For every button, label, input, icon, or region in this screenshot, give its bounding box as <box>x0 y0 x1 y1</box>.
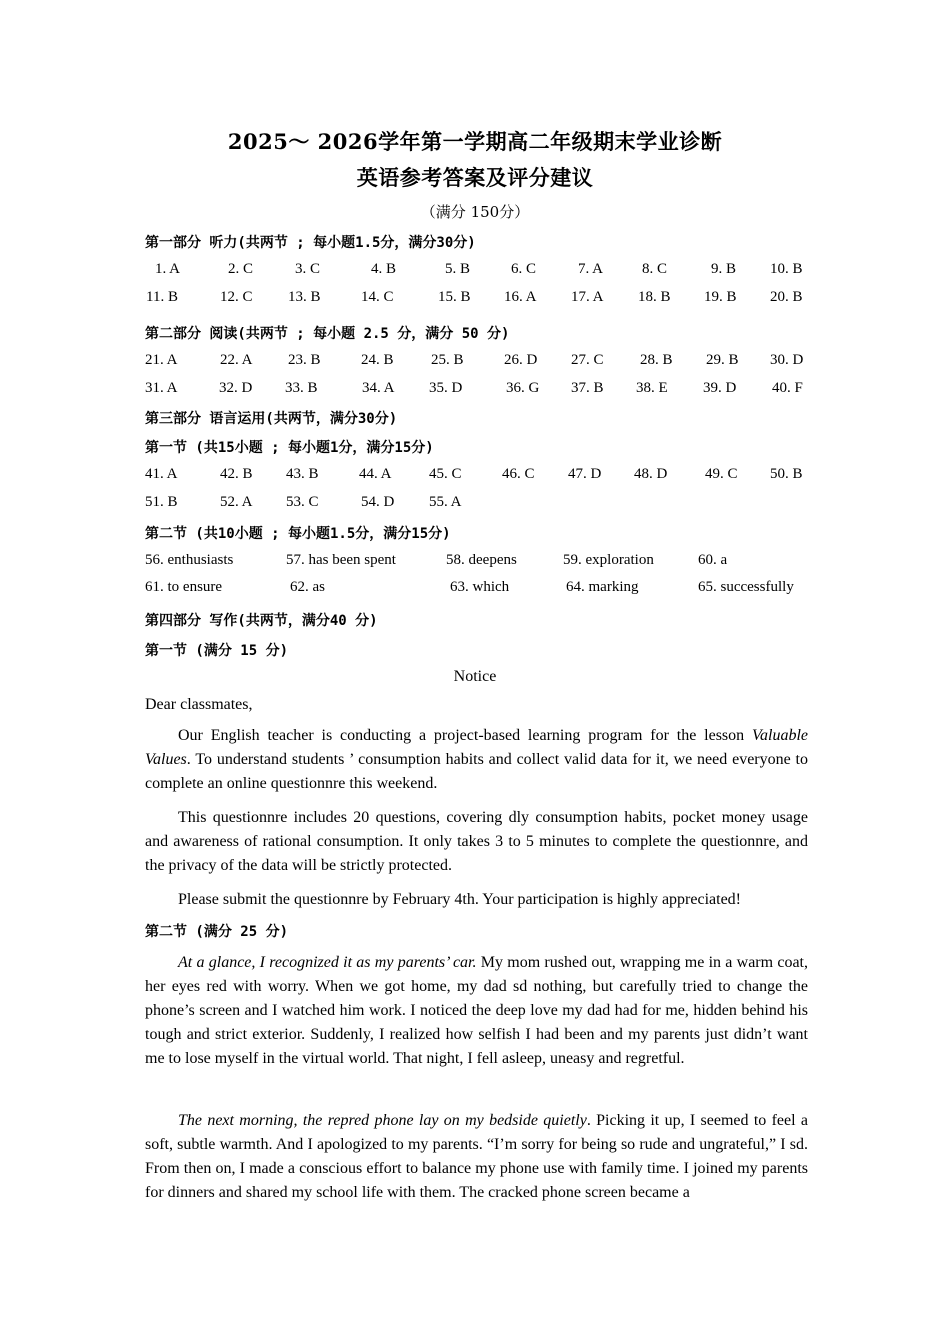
answer-item: 52. A <box>220 494 253 510</box>
document-title: 2025～ 2026学年第一学期高二年级期末学业诊断 <box>227 129 723 154</box>
answer-item: 60. a <box>698 552 728 568</box>
story-paragraph-2 <box>145 1109 808 1205</box>
answer-item: 26. D <box>504 352 538 368</box>
part3-section2-heading: 第二节 (共10小题 ; 每小题1.5分，满分15分) <box>145 526 451 542</box>
answer-item: 41. A <box>145 466 178 482</box>
part3-section1-row-1 <box>145 466 810 486</box>
answer-item: 56. enthusiasts <box>145 552 234 568</box>
full-score-note: （满分 150分） <box>420 203 530 221</box>
answer-item: 42. B <box>220 466 253 482</box>
document-subtitle: 英语参考答案及评分建议 <box>356 165 594 190</box>
part3-section2-row-1 <box>145 552 810 572</box>
notice-p1-text-cont: . To understand students ’ consumption habits and collect valid data for it, we need everyone to complete an online questionnre this weekend. <box>145 751 808 792</box>
story-p2-opening: The next morning, the repred phone lay on my bedside quietly <box>178 1112 587 1129</box>
notice-paragraph-2: This questionnre includes 20 questions, covering dly consumption habits, pocket money usage and awareness of rational consumption. It only takes 3 to 5 minutes to complete the questionnre, and the privacy of the data will be strictly protected. <box>145 809 808 874</box>
answer-item: 14. C <box>361 289 394 305</box>
notice-salutation: Dear classmates, <box>145 696 253 713</box>
answer-item: 43. B <box>286 466 319 482</box>
answer-item: 55. A <box>429 494 462 510</box>
answer-item: 17. A <box>571 289 604 305</box>
answer-item: 7. A <box>578 261 604 277</box>
part1-answer-row-2 <box>145 289 810 309</box>
part4-section1-heading: 第一节 (满分 15 分) <box>145 643 289 659</box>
answer-item: 62. as <box>290 579 325 595</box>
answer-item: 57. has been spent <box>286 552 396 568</box>
answer-item: 32. D <box>219 380 253 396</box>
part2-answer-row-2 <box>145 380 810 400</box>
answer-item: 59. exploration <box>563 552 654 568</box>
answer-item: 51. B <box>145 494 178 510</box>
story-p1-opening: At a glance, I recognized it as my parents’ car. <box>178 954 477 971</box>
answer-item: 65. successfully <box>698 579 794 595</box>
answer-item: 33. B <box>285 380 318 396</box>
part3-heading: 第三部分 语言运用(共两节，满分30分) <box>145 411 398 427</box>
answer-item: 63. which <box>450 579 510 595</box>
answer-item: 4. B <box>371 261 397 277</box>
part2-answer-row-1 <box>145 352 810 372</box>
part3-section2-row-2 <box>145 579 810 599</box>
answer-item: 9. B <box>711 261 737 277</box>
answer-item: 20. B <box>770 289 803 305</box>
answer-item: 13. B <box>288 289 321 305</box>
answer-item: 16. A <box>504 289 537 305</box>
part4-section2-heading: 第二节 (满分 25 分) <box>145 924 289 940</box>
answer-item: 25. B <box>431 352 464 368</box>
answer-item: 64. marking <box>566 579 639 595</box>
notice-title: Notice <box>453 668 497 685</box>
answer-item: 12. C <box>220 289 253 305</box>
answer-item: 11. B <box>146 289 178 305</box>
answer-item: 53. C <box>286 494 319 510</box>
answer-item: 39. D <box>703 380 737 396</box>
answer-item: 47. D <box>568 466 602 482</box>
story-p2-text: . Picking it up, I seemed to feel a soft, subtle warmth. And I apologized to my parents. “I’m sorry for being so rude and ungrateful,” I sd. From then on, I made a conscious effort to balance my phone use with family time. I joined my parents for dinners and shared my school life with them. The cracked phone screen became a <box>145 1112 809 1201</box>
answer-item: 54. D <box>361 494 395 510</box>
notice-paragraph-3: Please submit the questionnre by February 4th. Your participation is highly appreciated! <box>178 891 741 908</box>
answer-item: 58. deepens <box>446 552 517 568</box>
answer-item: 24. B <box>361 352 394 368</box>
answer-item: 15. B <box>438 289 471 305</box>
story-paragraph-1 <box>145 951 808 1071</box>
answer-item: 38. E <box>636 380 668 396</box>
answer-item: 50. B <box>770 466 803 482</box>
answer-item: 22. A <box>220 352 253 368</box>
answer-item: 36. G <box>506 380 540 396</box>
answer-item: 31. A <box>145 380 178 396</box>
part1-heading: 第一部分 听力(共两节 ; 每小题1.5分，满分30分) <box>145 235 476 251</box>
answer-item: 49. C <box>705 466 738 482</box>
part3-section1-row-2 <box>145 494 810 514</box>
answer-item: 44. A <box>359 466 392 482</box>
answer-item: 8. C <box>642 261 668 277</box>
answer-item: 19. B <box>704 289 737 305</box>
answer-item: 27. C <box>571 352 604 368</box>
answer-item: 10. B <box>770 261 803 277</box>
answer-item: 5. B <box>445 261 471 277</box>
answer-item: 21. A <box>145 352 178 368</box>
answer-item: 28. B <box>640 352 673 368</box>
notice-p1-text: Our English teacher is conducting a project-based learning program for the lesson <box>178 727 752 744</box>
answer-item: 6. C <box>511 261 537 277</box>
answer-item: 35. D <box>429 380 463 396</box>
answer-item: 37. B <box>571 380 604 396</box>
answer-item: 40. F <box>772 380 803 396</box>
answer-item: 2. C <box>228 261 254 277</box>
answer-item: 1. A <box>155 261 181 277</box>
answer-item: 34. A <box>362 380 395 396</box>
answer-item: 61. to ensure <box>145 579 223 595</box>
answer-item: 3. C <box>295 261 321 277</box>
part4-heading: 第四部分 写作(共两节，满分40 分) <box>145 613 378 629</box>
lesson-title: Valuable Values <box>145 727 808 768</box>
part3-section1-heading: 第一节 (共15小题 ; 每小题1分，满分15分) <box>145 440 434 456</box>
answer-item: 45. C <box>429 466 462 482</box>
answer-item: 18. B <box>638 289 671 305</box>
answer-item: 30. D <box>770 352 804 368</box>
answer-item: 23. B <box>288 352 321 368</box>
part1-answer-row-1 <box>145 261 810 281</box>
notice-paragraph-1 <box>145 724 808 796</box>
part2-heading: 第二部分 阅读(共两节 ; 每小题 2.5 分，满分 50 分) <box>145 326 510 342</box>
answer-item: 48. D <box>634 466 668 482</box>
story-p1-text: My mom rushed out, wrapping me in a warm coat, her eyes red with worry. When we got home, my dad sd nothing, but carefully tried to change the phone’s screen and I watched him work. I noticed the deep love my dad had for me, hidden behind his tough and strict exterior. Suddenly, I realized how selfish I had been and my parents just didn’t want me to lose myself in the virtual world. That night, I fell asleep, uneasy and regretful. <box>145 954 808 1067</box>
answer-item: 46. C <box>502 466 535 482</box>
answer-item: 29. B <box>706 352 739 368</box>
